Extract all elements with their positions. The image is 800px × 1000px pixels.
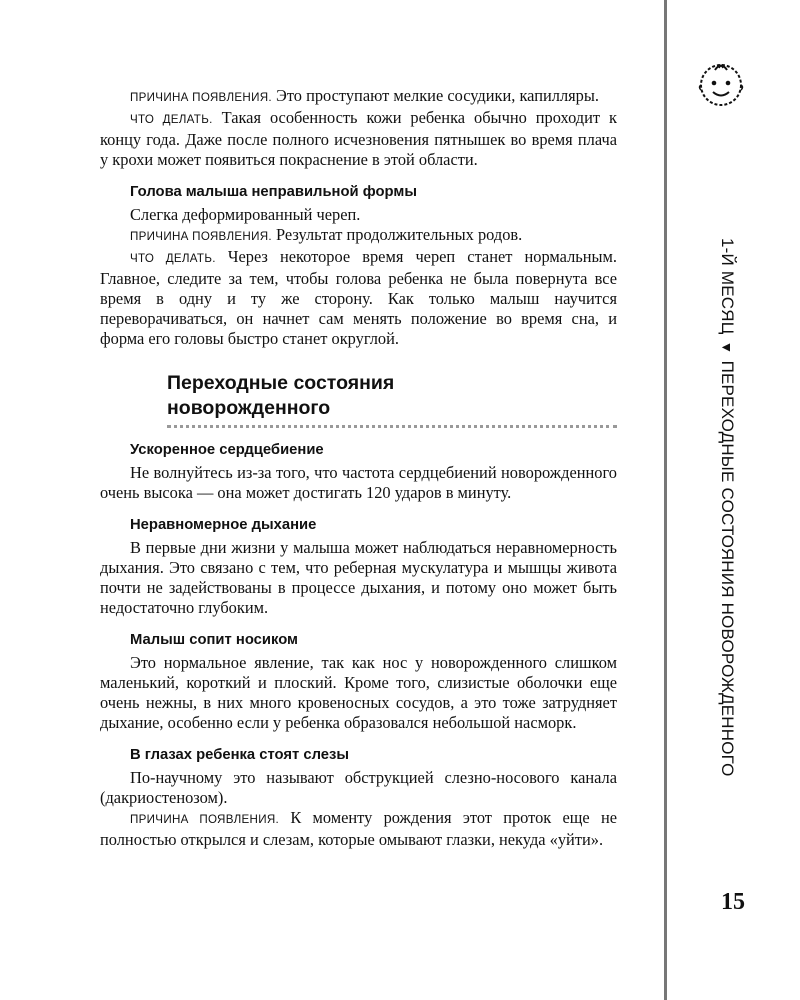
- paragraph-text: По-научному это называют обструкцией слезно-носового канала (дакриостенозом).: [100, 768, 617, 807]
- paragraph-text: В первые дни жизни у малыша может наблюдаться неравномерность дыхания. Это связано с тем, что реберная мускулатура и мышцы живота почти не задействованы в процессе дыхания, и потому оно может быть недостаточно глубоким.: [100, 538, 617, 617]
- page-body-text: [100, 86, 617, 850]
- section-title: [167, 371, 617, 425]
- running-header: [715, 238, 739, 778]
- section-heading: [167, 371, 617, 428]
- running-header-section: ПЕРЕХОДНЫЕ СОСТОЯНИЯ НОВОРОЖДЕННОГО: [718, 360, 737, 777]
- paragraph-label: ЧТО ДЕЛАТЬ.: [130, 113, 213, 126]
- paragraph: [100, 86, 617, 108]
- paragraph-text: Результат продолжительных родов.: [271, 225, 523, 244]
- baby-face-icon: [693, 56, 749, 112]
- paragraph: [100, 808, 617, 850]
- paragraph-label: ПРИЧИНА ПОЯВЛЕНИЯ.: [130, 230, 272, 243]
- paragraph-text: Через некоторое время череп станет нормальным. Главное, следите за тем, чтобы голова ребенка не была повернута все время в одну и ту же сторону. Как только малыш научится переворачиваться, он начнет сам менять положение во время сна, и форма его головы быстро станет округлой.: [100, 247, 617, 348]
- subsection-heading: Голова малыша неправильной формы: [130, 184, 417, 200]
- running-header-chapter: 1-Й МЕСЯЦ: [718, 238, 737, 335]
- paragraph: [100, 225, 617, 247]
- paragraph-text: Это нормальное явление, так как нос у новорожденного слишком маленький, короткий и плоский. Кроме того, слизистые оболочки еще очень нежны, в них много кровеносных сосудов, а это тоже затрудняет дыхание, особенно если у ребенка образовался небольшой насморк.: [100, 653, 617, 732]
- paragraph-label: ПРИЧИНА ПОЯВЛЕНИЯ.: [130, 91, 272, 104]
- dotted-divider: [167, 425, 617, 428]
- page-number: 15: [721, 889, 745, 915]
- triangle-separator-icon: ▼: [719, 340, 735, 355]
- paragraph: [100, 205, 617, 225]
- subsection-heading: Ускоренное сердцебиение: [130, 442, 324, 458]
- paragraph-text: Не волнуйтесь из-за того, что частота сердцебиений новорожденного очень высока — она может достигать 120 ударов в минуту.: [100, 463, 617, 502]
- paragraph-text: Слегка деформированный череп.: [130, 205, 361, 224]
- paragraph: [100, 768, 617, 808]
- paragraph-text: Такая особенность кожи ребенка обычно проходит к концу года. Даже после полного исчезновения пятнышек во время плача у крохи может появиться покраснение в этой области.: [100, 108, 617, 169]
- paragraph-label: ЧТО ДЕЛАТЬ.: [130, 252, 216, 265]
- paragraph: [100, 108, 617, 170]
- side-margin: [664, 0, 800, 1000]
- paragraph: [100, 463, 617, 503]
- paragraph: [100, 538, 617, 618]
- subsection-heading: Малыш сопит носиком: [130, 632, 298, 648]
- section-title-line: Переходные состояния: [167, 372, 395, 394]
- paragraph: [100, 653, 617, 733]
- subsection-heading: Неравномерное дыхание: [130, 517, 317, 533]
- subsection-heading: В глазах ребенка стоят слезы: [130, 747, 350, 763]
- paragraph: [100, 247, 617, 349]
- section-title-line: новорожденного: [167, 397, 331, 419]
- paragraph-text: Это проступают мелкие сосудики, капилляры.: [271, 86, 599, 105]
- paragraph-label: ПРИЧИНА ПОЯВЛЕНИЯ.: [130, 813, 280, 826]
- paragraph-text: К моменту рождения этот проток еще не полностью открылся и слезам, которые омывают глазки, некуда «уйти».: [100, 808, 617, 849]
